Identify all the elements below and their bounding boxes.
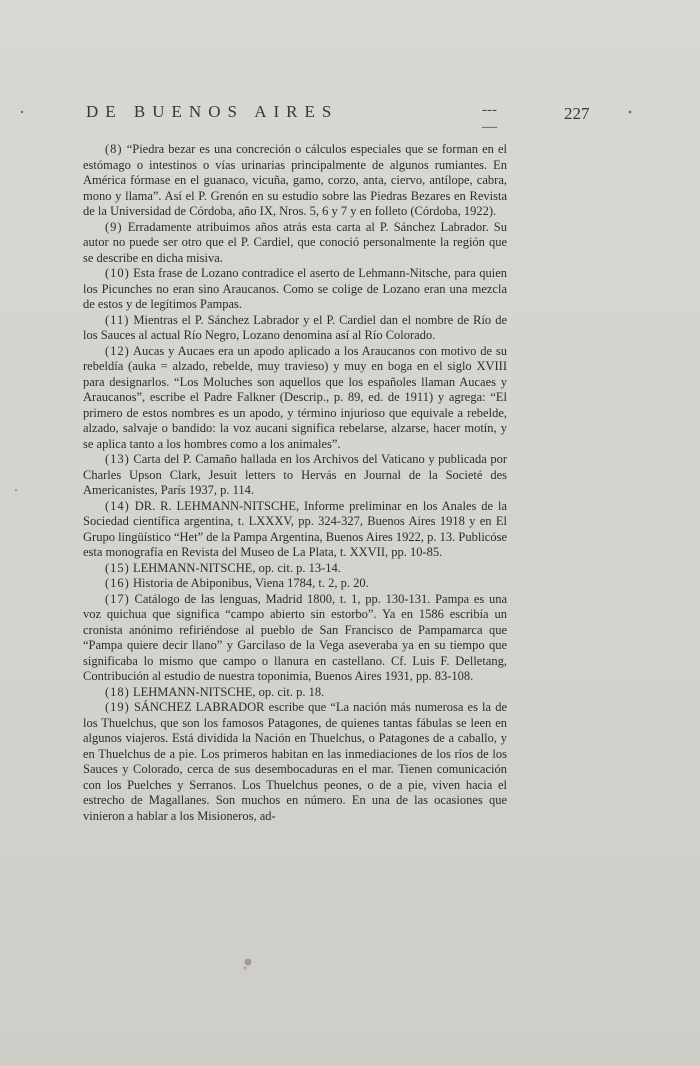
footnote-number: (14) [105, 498, 130, 513]
footnote-18 [83, 685, 507, 701]
footnote-number: (9) [105, 219, 123, 234]
footnote-number: (17) [105, 591, 130, 606]
footnote-text: LEHMANN-NITSCHE, op. cit. p. 18. [132, 684, 325, 699]
paper-speck [243, 966, 247, 970]
footnote-number: (16) [105, 576, 130, 590]
running-head-title: DE BUENOS AIRES [86, 102, 339, 121]
footnotes-body [83, 142, 507, 824]
footnote-text: Historia de Abiponibus, Viena 1784, t. 2, p. 20. [132, 576, 369, 590]
running-head-dashes: --- — [482, 102, 497, 135]
footnote-11 [83, 313, 507, 344]
footnote-17 [83, 592, 507, 685]
footnote-text: DR. R. LEHMANN-NITSCHE, Informe preliminar en los Anales de la Sociedad científica argentina, t. LXXXV, pp. 324-327, Buenos Aires 1918 y en El Grupo lingüístico “Het” de la Pampa Argentina, Buenos Aires 1922, p. 13. Publicóse esta monografía en Revista del Museo de La Plata, t. XXVII, pp. 10-85. [83, 498, 508, 559]
footnote-number: (15) [105, 560, 130, 575]
footnote-text: “Piedra bezar es una concreción o cálculos especiales que se forman en el estómago o intestinos o vías urinarias principalmente de algunos rumiantes. En América fórmase en el guanaco, vicuña, gamo, corzo, anta, ciervo, antílope, cabra, mono y llama”. Así el P. Grenón en su estudio sobre las Piedras Bezares en Revista de la Universidad de Córdoba, año IX, Nros. 5, 6 y 7 y en folleto (Córdoba, 1922). [83, 142, 508, 218]
footnote-text: Mientras el P. Sánchez Labrador y el P. Cardiel dan el nombre de Río de los Sauces al actual Río Negro, Lozano denomina así al Río Colorado. [83, 312, 508, 342]
footnote-8 [83, 142, 507, 220]
paper-speck [21, 111, 23, 113]
page-number: 227 [564, 104, 590, 123]
footnote-number: (11) [105, 312, 130, 327]
paper-speck [629, 111, 632, 114]
footnote-number: (12) [105, 343, 130, 358]
footnote-9 [83, 220, 507, 267]
footnote-text: Esta frase de Lozano contradice el aserto de Lehmann-Nitsche, para quien los Picunches no eran sino Araucanos. Como se colige de Lozano eran una mezcla de estos y de legítimos Pampas. [83, 266, 507, 311]
footnote-number: (13) [105, 452, 130, 466]
footnote-number: (8) [105, 142, 123, 156]
footnote-text: Catálogo de las lenguas, Madrid 1800, t. 1, pp. 130-131. Pampa es una voz quichua que significa “campo abierto sin estorbo”. Ya en 1586 escribía un cronista anónimo refiriéndose al pueblo de San Francisco de Pampamarca que “Pampa quiere decir llano” y Garcilaso de la Vega aseveraba ya en su tiempo que significaba lo mismo que campo o llanura en castellano. Cf. Luis F. Delletang, Contribución al estudio de nuestra toponimia, Buenos Aires 1931, pp. 83-108. [83, 591, 507, 683]
footnote-19 [83, 700, 507, 824]
footnote-number: (10) [105, 266, 130, 280]
footnote-10 [83, 266, 507, 313]
footnote-12 [83, 344, 507, 453]
running-head [86, 100, 590, 135]
footnote-14 [83, 499, 507, 561]
footnote-text: Erradamente atribuimos años atrás esta carta al P. Sánchez Labrador. Su autor no puede ser otro que el P. Cardiel, que conoció personalmente la región que se describe en dicha misiva. [83, 219, 508, 265]
footnote-16 [83, 576, 507, 592]
footnote-15 [83, 561, 507, 577]
footnote-text: SÁNCHEZ LABRADOR escribe que “La nación más numerosa es la de los Thuelchus, que son los famosos Patagones, de quienes tantas fábulas se leen en algunos viajeros. Está dividida la Nación en Thuelchus, o Patagones de a caballo, y en Thuelchus de a pie. Los primeros habitan en las inmediaciones de los ríos de los Sauces y Colorado, cerca de sus desembocaduras en el mar. Tienen comunicación con los Puelches y Serranos. Los Thuelchus peones, o de a pie, viven hacia el estrecho de Magallanes. Son muchos en número. En una de las ocasiones que vinieron a hablar a los Misioneros, ad- [83, 700, 508, 823]
footnote-text: Carta del P. Camaño hallada en los Archivos del Vaticano y publicada por Charles Upson Clark, Jesuit letters to Hervás en Journal de la Societé des Americanistes, París 1937, p. 114. [83, 452, 507, 497]
footnote-text: LEHMANN-NITSCHE, op. cit. p. 13-14. [132, 560, 341, 575]
footnote-number: (18) [105, 684, 130, 699]
footnote-text: Aucas y Aucaes era un apodo aplicado a los Araucanos con motivo de su rebeldía (auka = alzado, rebelde, muy travieso) y muy en boga en el siglo XVIII para designarlos. “Los Moluches son aquellos que los españoles llaman Aucaes y Araucanos”, escribe el Padre Falkner (Descrip., p. 89, ed. de 1911) y agrega: “El primero de estos nombres es un apodo, y término injurioso que equivale a rebelde, alzado, salvaje o bandido: la voz aucani significa rebelarse, alzarse, hacer motín, y se aplica tanto a los hombres como a los animales”. [83, 343, 507, 451]
paper-speck [15, 489, 17, 491]
footnote-number: (19) [105, 700, 130, 714]
footnote-13 [83, 452, 507, 499]
paper-speck [245, 959, 252, 966]
